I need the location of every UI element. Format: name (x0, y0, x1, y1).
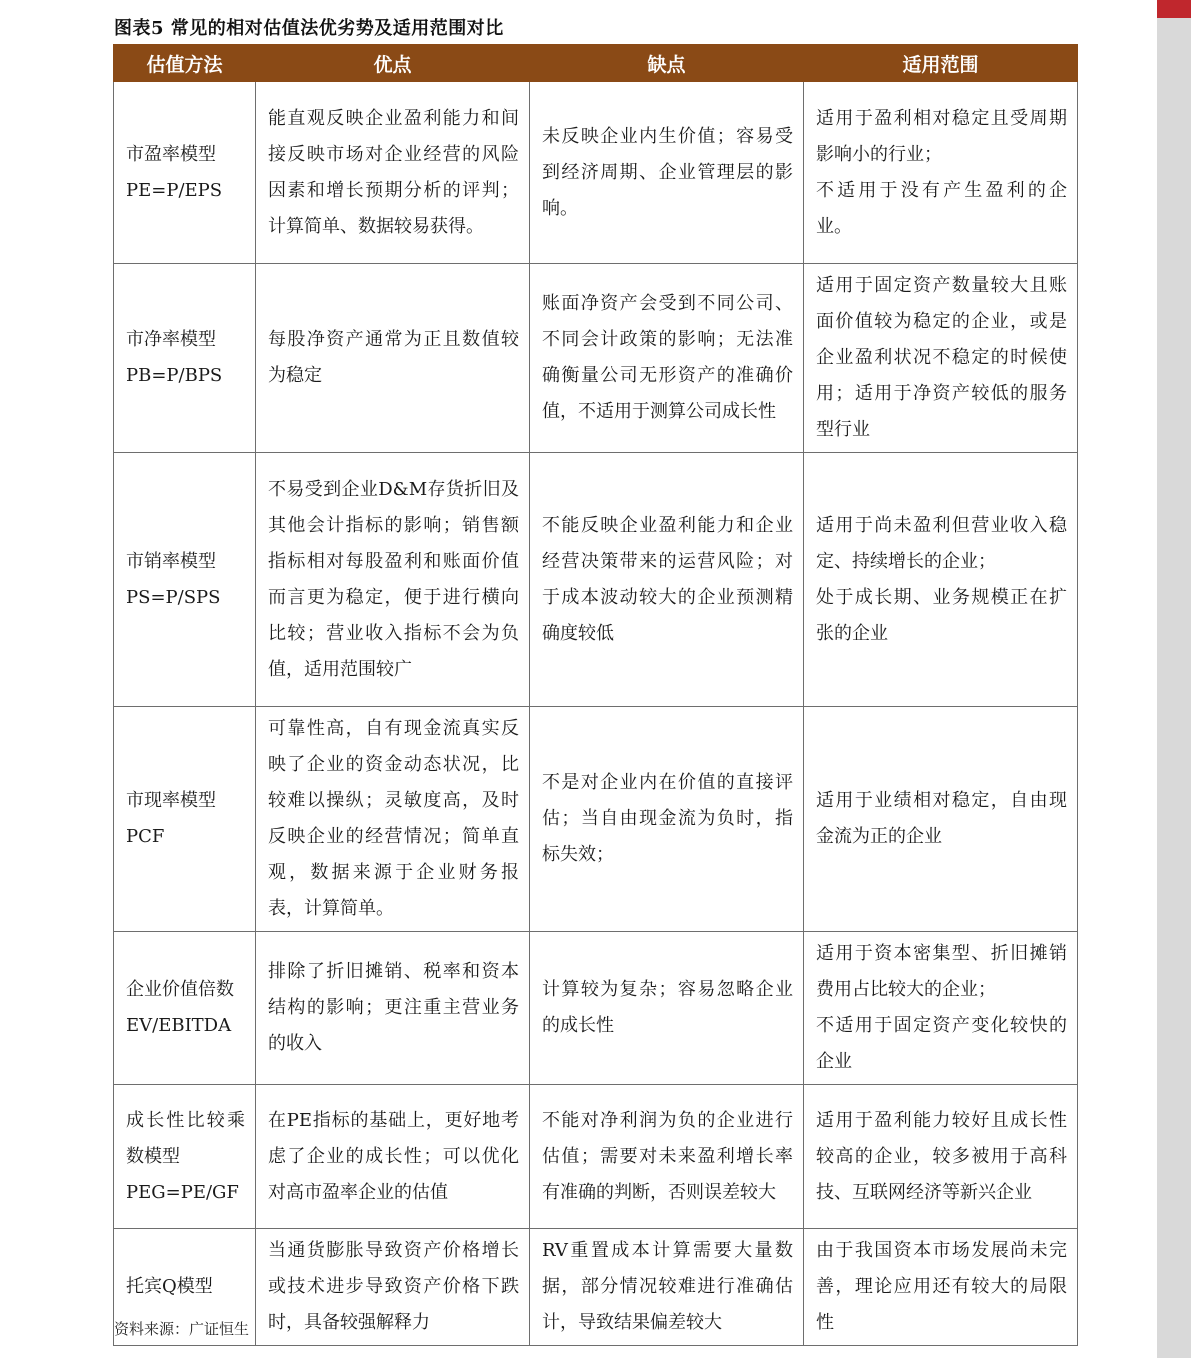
cell-method: 成长性比较乘数模型 PEG=PE/GF (114, 1085, 256, 1229)
cell-pros: 当通货膨胀导致资产价格增长或技术进步导致资产价格下跌时，具备较强解释力 (256, 1229, 530, 1346)
cell-scope: 由于我国资本市场发展尚未完善，理论应用还有较大的局限性 (804, 1229, 1078, 1346)
header-pros: 优点 (256, 45, 530, 82)
cell-method: 托宾Q模型 (114, 1229, 256, 1346)
table-header-row (114, 45, 1078, 82)
cell-cons: 未反映企业内生价值；容易受到经济周期、企业管理层的影响。 (530, 82, 804, 264)
cell-scope: 适用于固定资产数量较大且账面价值较为稳定的企业，或是企业盈利状况不稳定的时候使用；适用于净资产较低的服务型行业 (804, 264, 1078, 453)
cell-scope: 适用于资本密集型、折旧摊销费用占比较大的企业； 不适用于固定资产变化较快的企业 (804, 932, 1078, 1085)
cell-cons: 不能反映企业盈利能力和企业经营决策带来的运营风险；对于成本波动较大的企业预测精确度较低 (530, 453, 804, 707)
cell-method: 市净率模型 PB=P/BPS (114, 264, 256, 453)
table-row (114, 1085, 1078, 1229)
table-row (114, 453, 1078, 707)
header-method: 估值方法 (114, 45, 256, 82)
figure-caption: 图表5 常见的相对估值法优劣势及适用范围对比 (114, 18, 504, 39)
valuation-comparison-table (113, 44, 1078, 1346)
cell-pros: 在PE指标的基础上，更好地考虑了企业的成长性；可以优化对高市盈率企业的估值 (256, 1085, 530, 1229)
cell-scope: 适用于盈利能力较好且成长性较高的企业，较多被用于高科技、互联网经济等新兴企业 (804, 1085, 1078, 1229)
cell-scope: 适用于盈利相对稳定且受周期影响小的行业； 不适用于没有产生盈利的企业。 (804, 82, 1078, 264)
table-row (114, 82, 1078, 264)
table-row (114, 707, 1078, 932)
right-margin-accent (1157, 0, 1191, 18)
cell-scope: 适用于尚未盈利但营业收入稳定、持续增长的企业； 处于成长期、业务规模正在扩张的企业 (804, 453, 1078, 707)
cell-cons: RV重置成本计算需要大量数据，部分情况较难进行准确估计，导致结果偏差较大 (530, 1229, 804, 1346)
cell-cons: 计算较为复杂；容易忽略企业的成长性 (530, 932, 804, 1085)
cell-method: 市销率模型 PS=P/SPS (114, 453, 256, 707)
cell-pros: 每股净资产通常为正且数值较为稳定 (256, 264, 530, 453)
table-row (114, 264, 1078, 453)
cell-pros: 能直观反映企业盈利能力和间接反映市场对企业经营的风险因素和增长预期分析的评判；计算简单、数据较易获得。 (256, 82, 530, 264)
cell-cons: 不能对净利润为负的企业进行估值；需要对未来盈利增长率有准确的判断，否则误差较大 (530, 1085, 804, 1229)
cell-method: 市盈率模型 PE=P/EPS (114, 82, 256, 264)
cell-scope: 适用于业绩相对稳定，自由现金流为正的企业 (804, 707, 1078, 932)
cell-cons: 不是对企业内在价值的直接评估；当自由现金流为负时，指标失效； (530, 707, 804, 932)
header-scope: 适用范围 (804, 45, 1078, 82)
cell-pros: 可靠性高，自有现金流真实反映了企业的资金动态状况，比较难以操纵；灵敏度高，及时反映企业的经营情况；简单直观，数据来源于企业财务报表，计算简单。 (256, 707, 530, 932)
table-row (114, 932, 1078, 1085)
cell-pros: 不易受到企业D&M存货折旧及其他会计指标的影响；销售额指标相对每股盈利和账面价值而言更为稳定，便于进行横向比较；营业收入指标不会为负值，适用范围较广 (256, 453, 530, 707)
cell-pros: 排除了折旧摊销、税率和资本结构的影响；更注重主营业务的收入 (256, 932, 530, 1085)
table-row (114, 1229, 1078, 1346)
cell-cons: 账面净资产会受到不同公司、不同会计政策的影响；无法准确衡量公司无形资产的准确价值，不适用于测算公司成长性 (530, 264, 804, 453)
cell-method: 企业价值倍数 EV/EBITDA (114, 932, 256, 1085)
cell-method: 市现率模型 PCF (114, 707, 256, 932)
right-margin-bar (1157, 0, 1191, 1358)
header-cons: 缺点 (530, 45, 804, 82)
source-note: 资料来源：广证恒生 (114, 1320, 250, 1338)
